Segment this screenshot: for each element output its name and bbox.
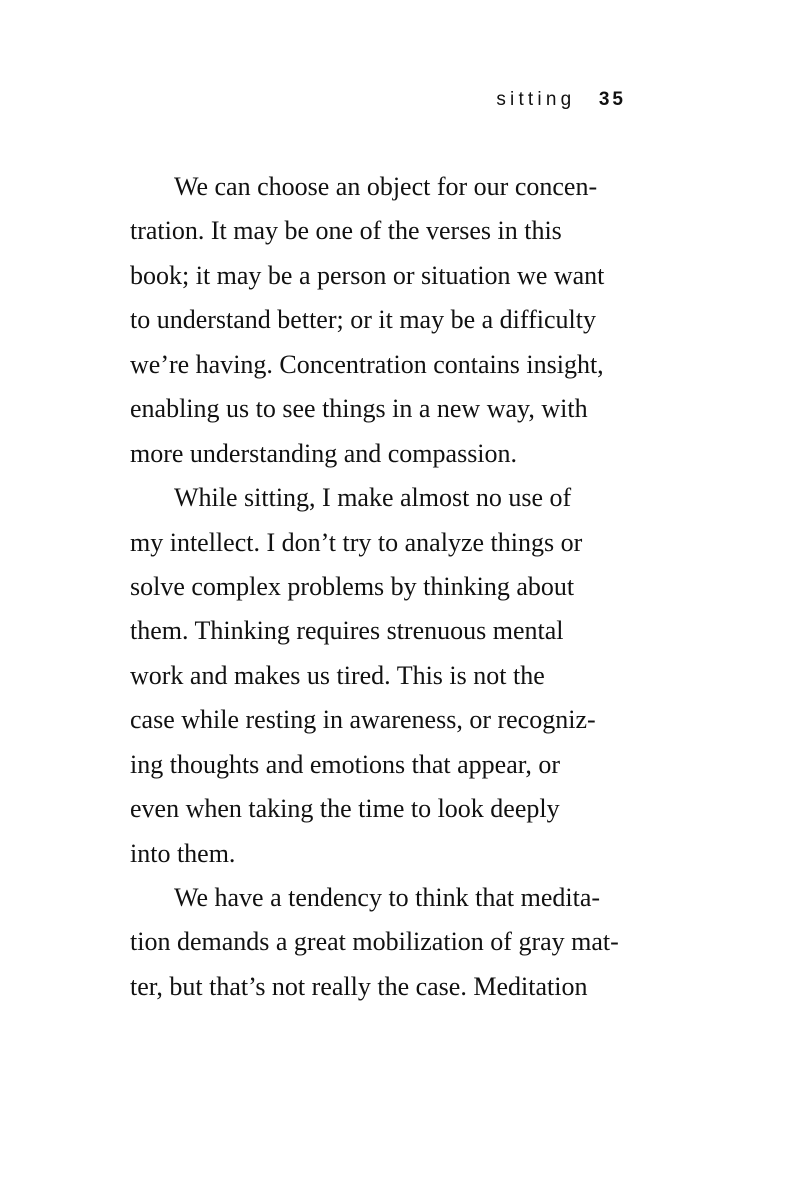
- paragraph-1-line: enabling us to see things in a new way, with: [130, 394, 588, 424]
- paragraph-2-line: my intellect. I don’t try to analyze things or: [130, 527, 583, 557]
- paragraph-1-line: to understand better; or it may be a difficulty: [130, 305, 596, 335]
- running-head-section-title: sitting: [496, 89, 576, 110]
- paragraph-2-line: solve complex problems by thinking about: [130, 571, 575, 601]
- paragraph-2-line: case while resting in awareness, or recogniz-: [130, 705, 596, 735]
- paragraph-2-line: even when taking the time to look deeply: [130, 794, 560, 824]
- paragraph-1-line: tration. It may be one of the verses in this: [130, 216, 562, 246]
- paragraph-2-line: them. Thinking requires strenuous mental: [130, 616, 564, 646]
- paragraph-3-line: ter, but that’s not really the case. Meditation: [130, 971, 588, 1001]
- page-number: 35: [598, 89, 626, 110]
- paragraph-1-line: book; it may be a person or situation we want: [130, 260, 605, 290]
- paragraph-1-line: more understanding and compassion.: [130, 438, 518, 468]
- paragraph-2-line: While sitting, I make almost no use of: [174, 483, 572, 513]
- paragraph-1-line: we’re having. Concentration contains insight,: [130, 349, 604, 379]
- paragraph-2-line: into them.: [130, 838, 236, 868]
- running-head: [496, 88, 626, 112]
- paragraph-3-line: We have a tendency to think that medita-: [174, 883, 601, 912]
- paragraph-3-line: tion demands a great mobilization of gray mat-: [130, 927, 619, 957]
- body-text: [130, 165, 670, 1009]
- paragraph-2-line: ing thoughts and emotions that appear, or: [130, 749, 561, 779]
- paragraph-2-line: work and makes us tired. This is not the: [130, 660, 545, 690]
- paragraph-1-line: We can choose an object for our concen-: [174, 172, 598, 201]
